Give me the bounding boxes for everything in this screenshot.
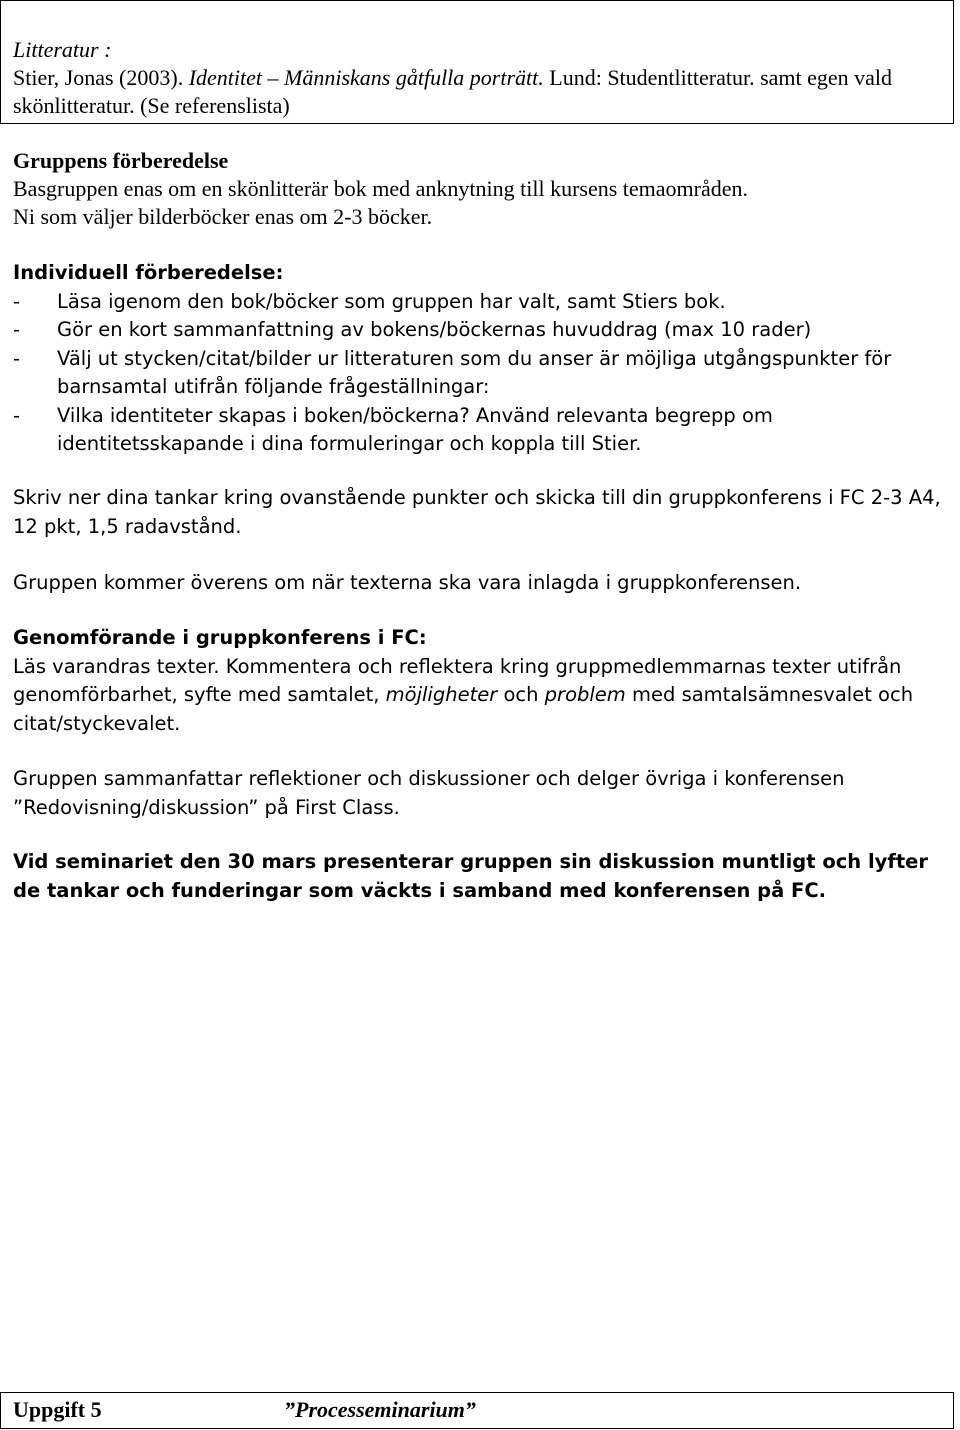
execution-text-b: och [503, 683, 539, 706]
execution-text-a: Läs varandras texter. Kommentera och reflektera kring gruppmedlemmarnas texter utifrån genomförbarhet, syfte med samtalet, [13, 654, 902, 706]
footer-assignment-label: Uppgift 5 [13, 1397, 102, 1422]
group-preparation-heading: Gruppens förberedelse [13, 148, 229, 173]
footer-box [0, 1392, 954, 1429]
group-preparation-section [13, 147, 948, 231]
group-agreement-text: Gruppen kommer överens om när texterna ska vara inlagda i gruppkonferensen. [13, 571, 802, 594]
group-preparation-line-1: Basgruppen enas om en skönlitterär bok med anknytning till kursens temaområden. [13, 176, 749, 201]
execution-em-possibilities: möjligheter [385, 683, 498, 706]
execution-em-problem: problem [544, 683, 626, 706]
individual-preparation-list [13, 288, 948, 459]
summary-text: Gruppen sammanfattar reflektioner och diskussioner och delger övriga i konferensen ”Redovisning/diskussion” på First Class. [13, 767, 845, 819]
footer-seminar-title: ”Processeminarium” [284, 1397, 476, 1422]
ref-title: Identitet – Människans gåtfulla porträtt. [188, 65, 544, 90]
literature-text [13, 36, 948, 120]
individual-preparation-section [13, 259, 948, 459]
execution-heading: Genomförande i gruppkonferens i FC: [13, 626, 427, 649]
write-instruction: Skriv ner dina tankar kring ovanstående punkter och skicka till din gruppkonferens i FC 2-3 A4, 12 pkt, 1,5 radavstånd. [13, 486, 941, 538]
ref-tail: samt egen vald skönlitteratur. (Se referenslista) [13, 65, 893, 118]
literature-label: Litteratur : [13, 37, 112, 62]
list-item: - Vilka identiteter skapas i boken/böckerna? Använd relevanta begrepp om identitetsskapande i dina formuleringar och koppla till Stier. [13, 402, 948, 459]
execution-section [13, 624, 948, 738]
list-item: - Gör en kort sammanfattning av bokens/böckernas huvuddrag (max 10 rader) [13, 316, 948, 345]
execution-text-c: med samtalsämnesvalet och citat/styckevalet. [13, 683, 914, 735]
group-preparation-line-2: Ni som väljer bilderböcker enas om 2-3 böcker. [13, 204, 433, 229]
ref-publisher: Lund: Studentlitteratur. [549, 65, 755, 90]
seminar-text: Vid seminariet den 30 mars presenterar gruppen sin diskussion muntligt och lyfter de tankar och funderingar som väckts i samband med konferensen på FC. [13, 850, 929, 902]
list-item: - Läsa igenom den bok/böcker som gruppen har valt, samt Stiers bok. [13, 288, 948, 317]
list-item: - Välj ut stycken/citat/bilder ur litteraturen som du anser är möjliga utgångspunkter för barnsamtal utifrån följande frågeställningar: [13, 345, 948, 402]
individual-preparation-heading: Individuell förberedelse: [13, 261, 284, 284]
ref-author: Stier, Jonas (2003). [13, 65, 184, 90]
